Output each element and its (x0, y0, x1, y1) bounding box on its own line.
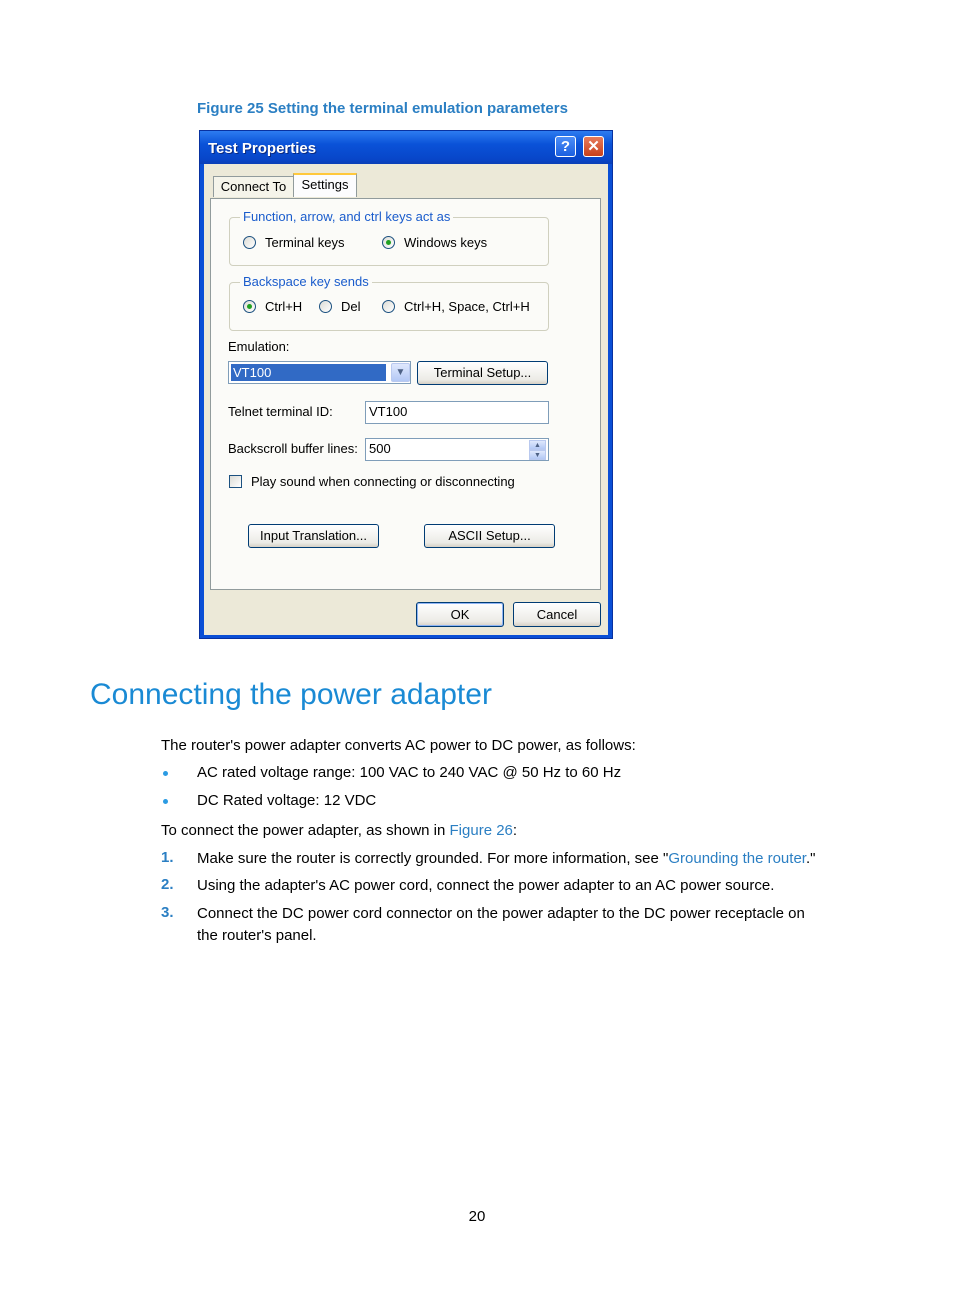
backscroll-input[interactable] (365, 438, 549, 461)
cancel-button[interactable]: Cancel (513, 602, 601, 627)
backscroll-label: Backscroll buffer lines: (228, 441, 358, 456)
step-3-line-1: Connect the DC power cord connector on the power adapter to the DC power receptacle on (197, 905, 805, 922)
input-translation-button[interactable]: Input Translation... (248, 524, 379, 548)
ok-button[interactable]: OK (416, 602, 504, 627)
section-title: Connecting the power adapter (90, 678, 492, 711)
connect-intro (161, 821, 517, 841)
telnet-id-label: Telnet terminal ID: (228, 404, 333, 419)
settings-panel (210, 198, 601, 590)
page-number: 20 (468, 1208, 486, 1225)
connect-intro-colon: : (512, 822, 518, 839)
terminal-setup-button[interactable]: Terminal Setup... (417, 361, 548, 385)
tab-connect-to[interactable]: Connect To (213, 176, 294, 197)
radio-selected-dot (386, 240, 391, 245)
spin-up-icon[interactable]: ▲ (529, 440, 546, 450)
backspace-group-label: Backspace key sends (240, 274, 372, 289)
ctrl-h-space-radio[interactable] (382, 300, 395, 313)
close-button[interactable]: ✕ (583, 136, 604, 157)
step-2: Using the adapter's AC power cord, connect the power adapter to an AC power source. (197, 877, 775, 894)
telnet-id-input[interactable]: VT100 (365, 401, 549, 424)
step-number: 1. (161, 849, 174, 866)
bullet-icon (163, 799, 168, 804)
keys-group-label: Function, arrow, and ctrl keys act as (240, 209, 453, 224)
help-button[interactable]: ? (555, 136, 576, 157)
grounding-link[interactable]: Grounding the router (668, 850, 806, 867)
step-1-end: ." (805, 850, 816, 867)
chevron-down-icon[interactable]: ▼ (391, 363, 410, 382)
spin-down-icon[interactable]: ▼ (529, 450, 546, 460)
windows-keys-label: Windows keys (404, 235, 488, 250)
terminal-keys-label: Terminal keys (265, 235, 345, 250)
ascii-setup-button[interactable]: ASCII Setup... (424, 524, 555, 548)
del-label: Del (341, 299, 361, 314)
title-bar[interactable] (200, 131, 612, 164)
windows-keys-radio[interactable] (382, 236, 395, 249)
figure-26-link[interactable]: Figure 26 (449, 822, 513, 839)
bullet-item: AC rated voltage range: 100 VAC to 240 VAC @ 50 Hz to 60 Hz (197, 764, 622, 781)
ctrl-h-radio[interactable] (243, 300, 256, 313)
ctrl-h-label: Ctrl+H (265, 299, 303, 314)
bullet-item: DC Rated voltage: 12 VDC (197, 792, 377, 809)
play-sound-checkbox[interactable] (229, 475, 242, 488)
step-1-text: Make sure the router is correctly grounded. For more information, see " (197, 850, 669, 867)
del-radio[interactable] (319, 300, 332, 313)
figure-caption: Figure 25 Setting the terminal emulation parameters (197, 100, 568, 117)
emulation-label: Emulation: (228, 339, 290, 354)
step-1 (197, 849, 815, 869)
step-number: 3. (161, 904, 174, 921)
step-number: 2. (161, 876, 174, 893)
backscroll-value: 500 (369, 441, 391, 456)
intro-paragraph: The router's power adapter converts AC power to DC power, as follows: (161, 737, 636, 754)
dialog-title: Test Properties (208, 140, 317, 157)
connect-intro-text: To connect the power adapter, as shown in (161, 822, 450, 839)
bullet-icon (163, 771, 168, 776)
radio-selected-dot (247, 304, 252, 309)
emulation-select[interactable] (228, 361, 411, 384)
tab-settings[interactable]: Settings (293, 173, 357, 197)
dialog-client (204, 164, 608, 635)
emulation-value: VT100 (231, 364, 386, 381)
terminal-keys-radio[interactable] (243, 236, 256, 249)
ctrl-h-space-label: Ctrl+H, Space, Ctrl+H (404, 299, 530, 314)
step-3-line-2: the router's panel. (197, 927, 317, 944)
play-sound-label: Play sound when connecting or disconnecting (251, 474, 515, 489)
test-properties-dialog (199, 130, 613, 639)
